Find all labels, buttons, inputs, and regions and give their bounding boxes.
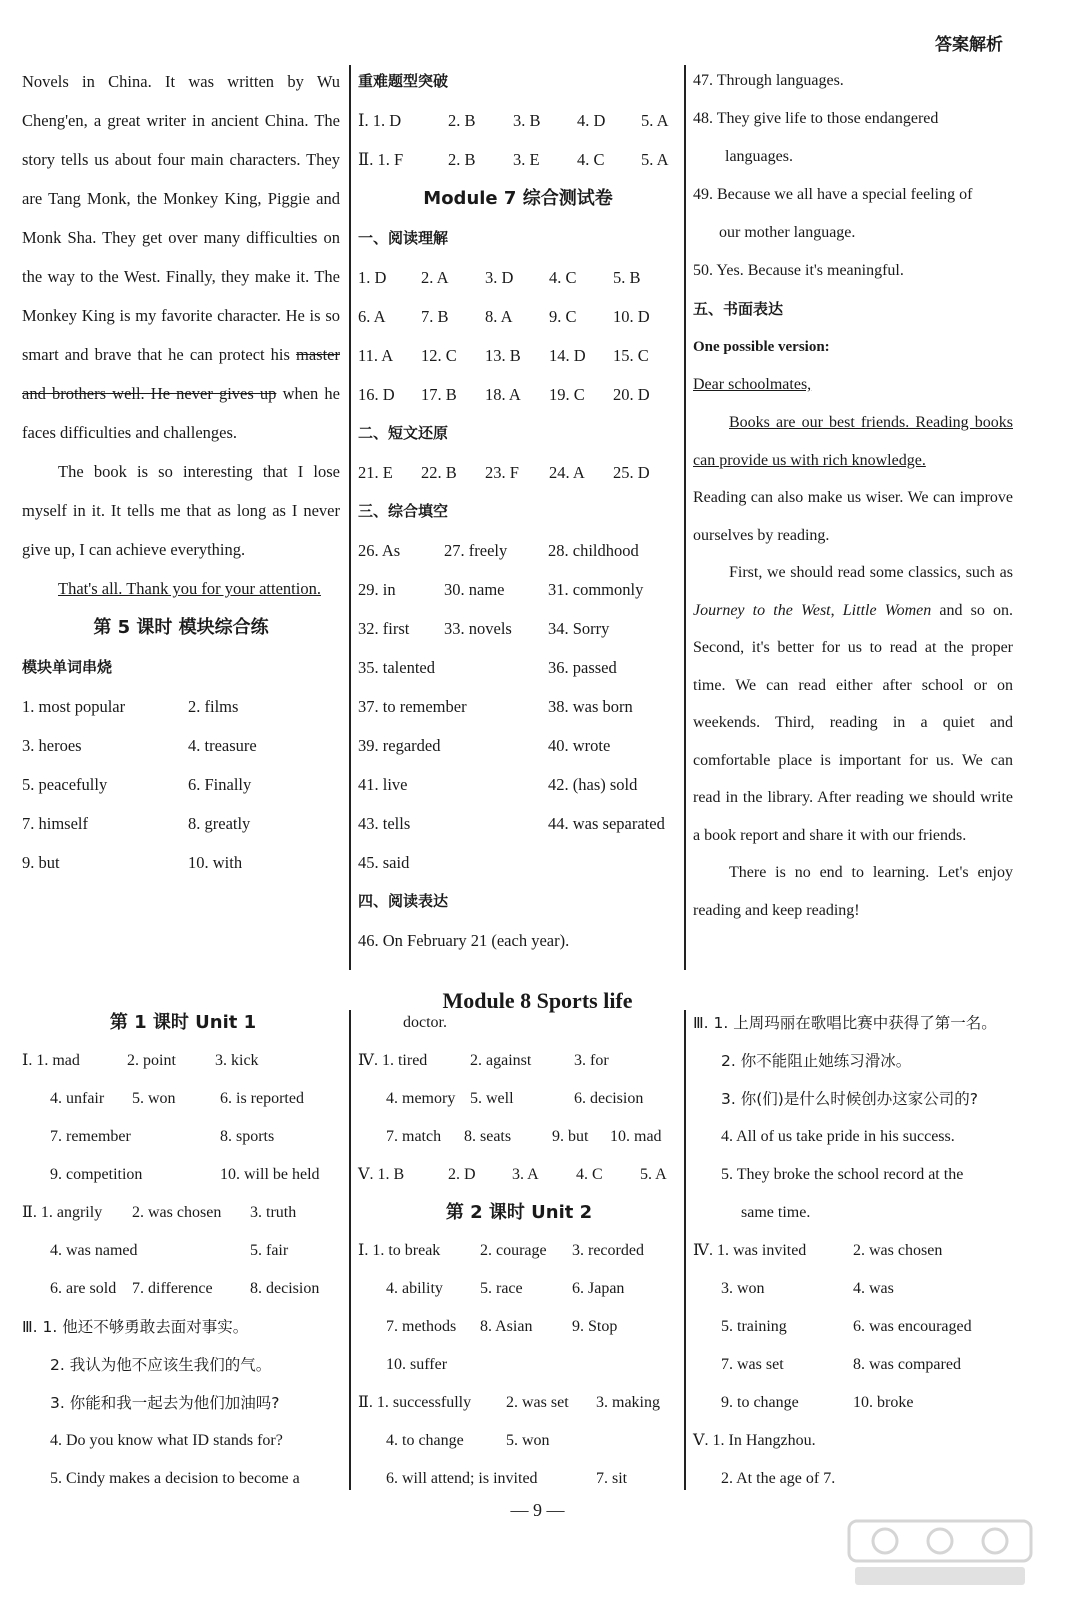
bottom-column-3 <box>693 1004 1023 1498</box>
answer-item: 6. was encouraged <box>853 1318 972 1335</box>
answer-item: 41. live <box>358 775 408 794</box>
column-1 <box>22 62 340 882</box>
answer-item: 3. D <box>485 268 514 287</box>
answer-row: Ⅰ. 1. mad 2. point 3. kick <box>22 1052 259 1069</box>
translation-line: 4. All of us take pride in his success. <box>721 1128 955 1145</box>
essay-paragraph-3: That's all. Thank you for your attention. <box>58 579 321 598</box>
section-heading: 重难题型突破 <box>358 72 449 90</box>
answer-row: Ⅱ. 1. angrily 2. was chosen 3. truth <box>22 1204 297 1221</box>
answer-item: 1. most popular <box>22 697 126 716</box>
answer-row <box>358 336 678 375</box>
answer-item: 11. A <box>358 346 394 365</box>
essay-paragraph-1: Novels in China. It was written by Wu Cheng'en, a great writer in ancient China. The story tells us about four main characters. They are Tang Monk, the Monkey King, Piggie and Monk Sha. They get over many difficulties on the way to the West. Finally, they make it. The Monkey King is my favorite character. He is so smart and brave that he can protect his master and brothers well. He never gives up when he faces difficulties and challenges. <box>22 72 341 442</box>
answer-item: Ⅳ. 1. was invited <box>693 1242 807 1259</box>
module-title: Module 8 Sports life <box>442 988 633 1013</box>
answer-item: 1. D <box>358 268 387 287</box>
answer-row: Ⅱ. 1. successfully 2. was set 3. making <box>358 1394 660 1411</box>
fill-answers-2col <box>358 648 678 882</box>
answer-item: 4. C <box>549 268 577 287</box>
answer-item: 9. to change <box>721 1394 799 1411</box>
answer-item: 28. childhood <box>548 541 639 560</box>
column-3 <box>693 62 1013 929</box>
answer-row: Ⅱ. 1. F 2. B 3. E 4. C 5. A <box>358 150 669 169</box>
answer-line: doctor. <box>403 1014 447 1031</box>
answer-item: 3. heroes <box>22 736 82 755</box>
translation-line: Ⅲ. 1. 他还不够勇敢去面对事实。 <box>22 1318 249 1336</box>
answer-row <box>22 843 340 882</box>
lesson-title: 第 2 课时 Unit 2 <box>445 1202 593 1223</box>
possible-version-label: One possible version: <box>693 339 830 355</box>
answer-item: 38. was born <box>548 697 633 716</box>
answer-item: 8. greatly <box>188 814 251 833</box>
letter-paragraph-3: There is no end to learning. Let's enjoy reading and keep reading! <box>693 864 1013 919</box>
answer-item: 36. passed <box>548 658 617 677</box>
answer-row <box>22 765 340 804</box>
answer-row <box>693 1270 1023 1308</box>
answer-item: 16. D <box>358 385 395 404</box>
answer-row: 21. E 22. B 23. F 24. A 25. D <box>358 463 650 482</box>
answer-row: 6. are sold 7. difference 8. decision <box>50 1280 320 1297</box>
answer-item: 31. commonly <box>548 580 644 599</box>
answer-item: 35. talented <box>358 658 435 677</box>
answer-item: 39. regarded <box>358 736 441 755</box>
translation-line: 4. Do you know what ID stands for? <box>50 1432 283 1449</box>
letter-paragraph-1b: Reading can also make us wiser. We can improve ourselves by reading. <box>693 489 1013 544</box>
letter-paragraph-2: First, we should read some classics, such as Journey to the West, Little Women and so on. Second, it's better for us to read at the proper time. We can read either after school or on weekends. Third, reading in a quiet and comfortable place is important for us. We can read in the library. After reading we should write a book report and share it with our friends. <box>693 564 1014 844</box>
answer-item: 18. A <box>485 385 521 404</box>
divider-top-1 <box>349 65 351 970</box>
answer-item: 3. won <box>721 1280 765 1297</box>
section-heading: 四、阅读表达 <box>358 892 449 910</box>
answer-row: 4. unfair 5. won 6. is reported <box>50 1090 304 1107</box>
answer-item: 42. (has) sold <box>548 775 638 794</box>
answer-row <box>358 570 678 609</box>
answer-item: 2. A <box>421 268 449 287</box>
page-number: — 9 — <box>510 1500 565 1520</box>
answer-item: 40. wrote <box>548 736 611 755</box>
translation-line: 5. Cindy makes a decision to become a <box>50 1470 300 1487</box>
answer-row: 9. competition 10. will be held <box>50 1166 320 1183</box>
answer-item: 5. B <box>613 268 641 287</box>
answer-row <box>22 726 340 765</box>
answer-row <box>693 1346 1023 1384</box>
answer-row <box>693 1232 1023 1270</box>
answer-row: 7. remember 8. sports <box>50 1128 275 1145</box>
answer-item: 13. B <box>485 346 521 365</box>
answer-item: 30. name <box>444 580 505 599</box>
section-heading: 五、书面表达 <box>693 300 784 318</box>
answer-item: 7. was set <box>721 1356 784 1373</box>
section-heading: 模块单词串烧 <box>22 658 113 676</box>
answer-item: 9. C <box>549 307 577 326</box>
answer-item: 14. D <box>549 346 586 365</box>
answer-item: 8. was compared <box>853 1356 961 1373</box>
answer-item: 33. novels <box>444 619 512 638</box>
section-heading: 二、短文还原 <box>358 424 449 442</box>
answer-item: 9. but <box>22 853 60 872</box>
column-2 <box>358 62 678 960</box>
answer-item: 34. Sorry <box>548 619 610 638</box>
translation-line: 3. 你能和我一起去为他们加油吗? <box>50 1394 280 1412</box>
answer-row: Ⅴ. 1. B 2. D 3. A 4. C 5. A <box>358 1166 667 1183</box>
answer-item: 5. peacefully <box>22 775 108 794</box>
answer-line: 50. Yes. Because it's meaningful. <box>693 262 904 279</box>
answer-line: 48. They give life to those endangered <box>693 110 939 127</box>
answer-item: 43. tells <box>358 814 411 833</box>
answer-item: 2. was chosen <box>853 1242 943 1259</box>
answer-row <box>693 1384 1023 1422</box>
word-list <box>22 687 340 882</box>
answer-row: Ⅳ. 1. tired 2. against 3. for <box>358 1052 609 1069</box>
answer-item: 37. to remember <box>358 697 467 716</box>
answer-row: Ⅰ. 1. D 2. B 3. B 4. D 5. A <box>358 111 669 130</box>
answer-row <box>22 804 340 843</box>
answer-row <box>358 726 678 765</box>
answer-row <box>358 375 678 414</box>
answer-row: 7. methods 8. Asian 9. Stop <box>386 1318 618 1335</box>
divider-top-2 <box>684 65 686 970</box>
answer-row: 4. memory 5. well 6. decision <box>386 1090 644 1107</box>
translation-line: 2. 我认为他不应该生我们的气。 <box>50 1356 272 1374</box>
answer-item: 4. was <box>853 1280 894 1297</box>
answer-row <box>358 804 678 843</box>
translation-line: 5. They broke the school record at the <box>721 1166 964 1183</box>
answer-item: 10. D <box>613 307 650 326</box>
lesson-title: 第 1 课时 Unit 1 <box>109 1012 257 1033</box>
answer-line: 10. suffer <box>386 1356 448 1373</box>
answer-line: 46. On February 21 (each year). <box>358 931 570 950</box>
lesson-title: 第 5 课时 模块综合练 <box>93 617 269 638</box>
answer-item: 10. with <box>188 853 243 872</box>
answer-row: 4. ability 5. race 6. Japan <box>386 1280 625 1297</box>
bottom-column-1 <box>22 1004 344 1498</box>
answer-item: 27. freely <box>444 541 508 560</box>
answer-item: 6. A <box>358 307 386 326</box>
answer-rows <box>693 1232 1023 1422</box>
answer-row <box>358 297 678 336</box>
answer-row: 6. will attend; is invited 7. sit <box>386 1470 628 1487</box>
divider-bottom-1 <box>349 1010 351 1490</box>
fill-answers-3col <box>358 531 678 648</box>
translation-line: same time. <box>741 1204 811 1221</box>
reading-answers <box>358 258 678 414</box>
answer-item: 17. B <box>421 385 457 404</box>
translation-line: 2. 你不能阻止她练习滑冰。 <box>721 1052 912 1070</box>
answer-line: 2. At the age of 7. <box>721 1470 836 1487</box>
answer-row <box>358 843 678 882</box>
answer-item: 5. training <box>721 1318 787 1335</box>
answer-item: 7. B <box>421 307 449 326</box>
answer-row: 4. was named 5. fair <box>50 1242 289 1259</box>
section-heading: 一、阅读理解 <box>358 229 449 247</box>
answer-item: 6. Finally <box>188 775 252 794</box>
page-header-label: 答案解析 <box>935 35 1003 55</box>
answer-item: 20. D <box>613 385 650 404</box>
answer-item: 44. was separated <box>548 814 665 833</box>
answer-item: 7. himself <box>22 814 88 833</box>
answer-item: 10. broke <box>853 1394 914 1411</box>
answer-item: 15. C <box>613 346 649 365</box>
answer-item: 26. As <box>358 541 401 560</box>
answer-row <box>22 687 340 726</box>
answer-row <box>358 531 678 570</box>
answer-item: 2. films <box>188 697 239 716</box>
answer-item: 29. in <box>358 580 396 599</box>
divider-bottom-2 <box>684 1010 686 1490</box>
answer-row <box>358 648 678 687</box>
answer-item: 45. said <box>358 853 410 872</box>
struck-line: master and brothers well. He never gives up <box>22 345 340 403</box>
translation-line: 3. 你(们)是什么时候创办这家公司的? <box>721 1090 979 1108</box>
letter-greeting: Dear schoolmates, <box>693 376 812 393</box>
answer-row: 4. to change 5. won <box>386 1432 550 1449</box>
answer-row <box>358 765 678 804</box>
answer-line: languages. <box>725 148 793 165</box>
answer-item: 4. treasure <box>188 736 257 755</box>
answer-line: 47. Through languages. <box>693 72 844 89</box>
watermark-logo-icon <box>845 1515 1035 1590</box>
letter-paragraph-1: Books are our best friends. Reading books can provide us with rich knowledge. <box>693 414 1013 469</box>
answer-item: 12. C <box>421 346 457 365</box>
answer-line: our mother language. <box>719 224 856 241</box>
translation-line: Ⅲ. 1. 上周玛丽在歌唱比赛中获得了第一名。 <box>693 1014 997 1032</box>
test-title: Module 7 综合测试卷 <box>423 188 613 209</box>
answer-row <box>358 687 678 726</box>
answer-row <box>358 609 678 648</box>
section-heading: 三、综合填空 <box>358 502 449 520</box>
answer-line: Ⅴ. 1. In Hangzhou. <box>693 1432 816 1449</box>
answer-row <box>358 258 678 297</box>
answer-row: 7. match 8. seats 9. but 10. mad <box>386 1128 662 1145</box>
bottom-column-2 <box>358 1004 680 1498</box>
answer-item: 32. first <box>358 619 410 638</box>
answer-item: 8. A <box>485 307 513 326</box>
answer-item: 19. C <box>549 385 585 404</box>
answer-row: Ⅰ. 1. to break 2. courage 3. recorded <box>358 1242 644 1259</box>
essay-paragraph-2: The book is so interesting that I lose myself in it. It tells me that as long as I never give up, I can achieve everything. <box>22 462 340 559</box>
answer-line: 49. Because we all have a special feeling of <box>693 186 973 203</box>
answer-row <box>693 1308 1023 1346</box>
